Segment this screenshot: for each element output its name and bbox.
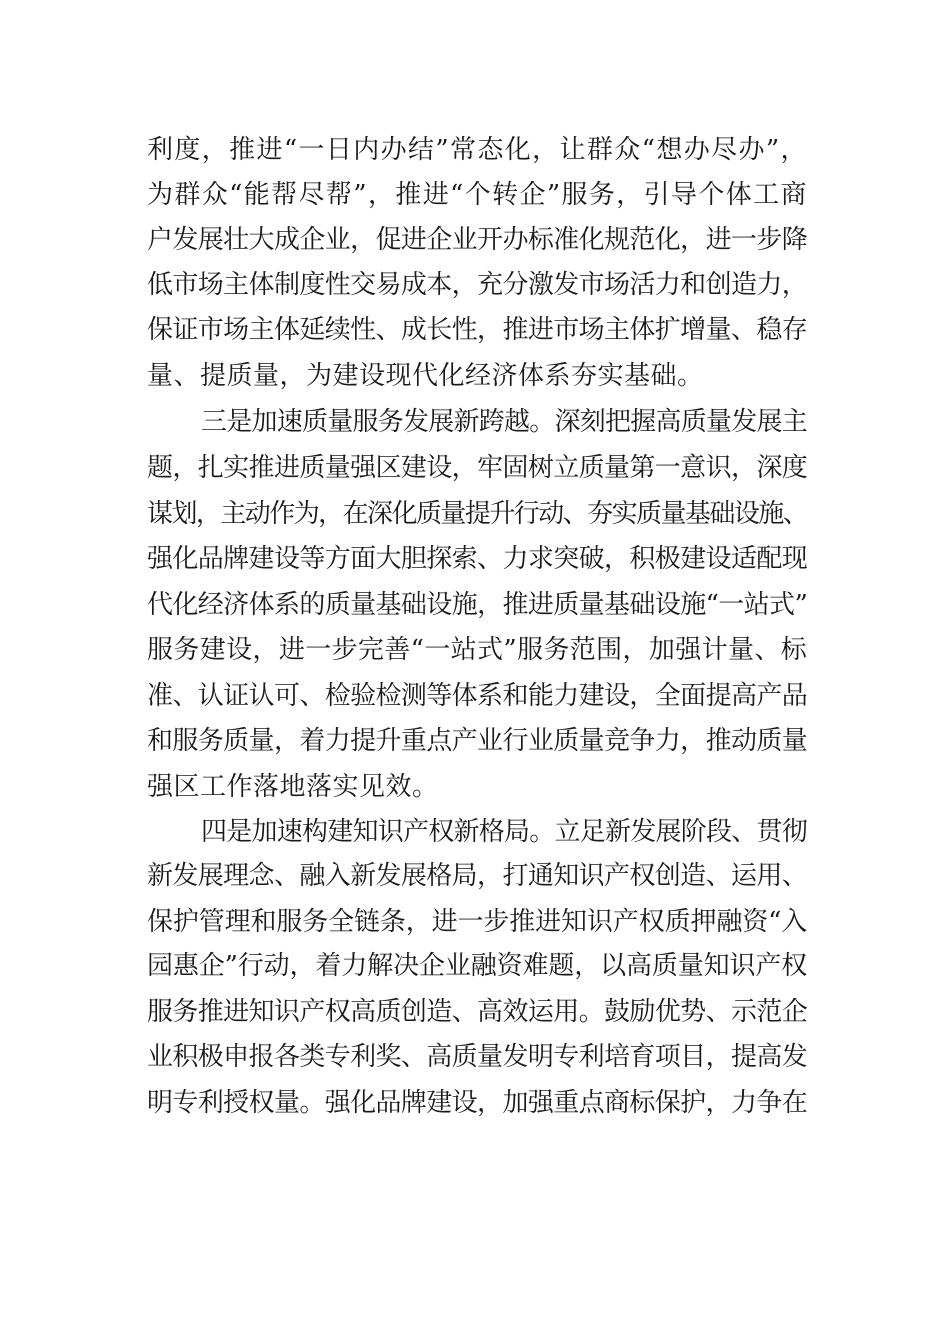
text-line: 谋划，主动作为，在深化质量提升行动、夯实质量基础设施、 xyxy=(147,499,807,529)
text-line: 量、提质量，为建设现代化经济体系夯实基础。 xyxy=(147,361,704,391)
text-line: 保证市场主体延续性、成长性，推进市场主体扩增量、稳存 xyxy=(147,315,807,345)
paragraph-start-line: 四是加速构建知识产权新格局。立足新发展阶段、贯彻 xyxy=(201,817,808,847)
text-line: 业积极申报各类专利奖、高质量发明专利培育项目，提高发 xyxy=(147,1042,807,1072)
text-line: 代化经济体系的质量基础设施，推进质量基础设施“一站式” xyxy=(147,590,807,620)
text-line: 和服务质量，着力提升重点产业行业质量竞争力，推动质量 xyxy=(147,726,807,756)
text-line: 明专利授权量。强化品牌建设，加强重点商标保护，力争在 xyxy=(147,1088,807,1118)
text-line: 为群众“能帮尽帮”，推进“个转企”服务，引导个体工商 xyxy=(147,180,807,210)
text-line: 题，扎实推进质量强区建设，牢固树立质量第一意识，深度 xyxy=(147,453,807,483)
text-line: 准、认证认可、检验检测等体系和能力建设，全面提高产品 xyxy=(147,681,807,711)
text-line: 服务建设，进一步完善“一站式”服务范围，加强计量、标 xyxy=(147,635,807,665)
text-line: 保护管理和服务全链条，进一步推进知识产权质押融资“入 xyxy=(147,907,807,937)
text-line: 户发展壮大成企业，促进企业开办标准化规范化，进一步降 xyxy=(147,225,807,255)
text-line: 强化品牌建设等方面大胆探索、力求突破，积极建设适配现 xyxy=(147,544,807,574)
text-line: 利度，推进“一日内办结”常态化，让群众“想办尽办”， xyxy=(147,135,807,165)
paragraph-start-line: 三是加速质量服务发展新跨越。深刻把握高质量发展主 xyxy=(201,407,808,437)
text-line: 园惠企”行动，着力解决企业融资难题，以高质量知识产权 xyxy=(147,951,807,981)
text-line: 服务推进知识产权高质创造、高效运用。鼓励优势、示范企 xyxy=(147,997,807,1027)
text-line: 新发展理念、融入新发展格局，打通知识产权创造、运用、 xyxy=(147,861,807,891)
text-line: 低市场主体制度性交易成本，充分激发市场活力和创造力， xyxy=(147,270,807,300)
text-line: 强区工作落地落实见效。 xyxy=(147,772,439,802)
